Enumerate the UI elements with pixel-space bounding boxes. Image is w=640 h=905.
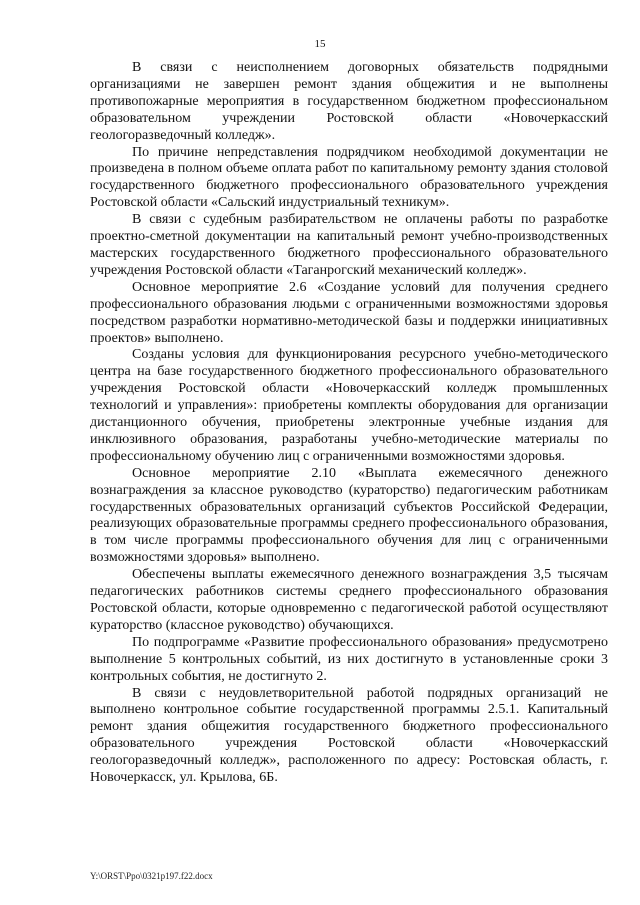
- paragraph-measure-2-10: Основное мероприятие 2.10 «Выплата ежемесячного денежного вознаграждения за классное руководство (кураторство) педагогическим работникам государственных образовательных организаций субъектов Российской Федерации, реализующих образовательные программы среднего профессионального образования, в том числе программы профессионального обучения для лиц с ограниченными возможностями здоровья» выполнено.: [90, 465, 608, 566]
- paragraph-unfulfilled-event: В связи с неудовлетворительной работой подрядных организаций не выполнено контрольное событие государственной программы 2.5.1. Капитальный ремонт здания общежития государственного бюджетного профессионального образовательного учреждения Ростовской области «Новочеркасский геологоразведочный колледж», расположенного по адресу: Ростовская область, г. Новочеркасск, ул. Крылова, 6Б.: [90, 685, 608, 786]
- paragraph-control-events: По подпрограмме «Развитие профессионального образования» предусмотрено выполнение 5 контрольных событий, из них достигнуто в установленные сроки 3 контрольных события, не достигнуто 2.: [90, 634, 608, 684]
- paragraph-payments: Обеспечены выплаты ежемесячного денежного вознаграждения 3,5 тысячам педагогических работников системы среднего профессионального образования Ростовской области, которые одновременно с педагогической работой осуществляют кураторство (классное руководство) обучающихся.: [90, 567, 608, 633]
- page-number: 15: [314, 38, 326, 50]
- paragraph-court-proceedings: В связи с судебным разбирательством не оплачены работы по разработке проектно-сметной документации на капитальный ремонт учебно-производственных мастерских государственного бюджетного профессионального образовательного учреждения Ростовской области «Таганрогский механический колледж».: [90, 212, 608, 278]
- paragraph-contractor-dormitory: В связи с неисполнением договорных обязательств подрядными организациями не завершен ремонт здания общежития и не выполнены противопожарные мероприятия в государственном бюджетном профессиональном образовательном учреждении Ростовской области «Новочеркасский геологоразведочный колледж».: [90, 60, 608, 143]
- paragraph-canteen-payment: По причине непредставления подрядчиком необходимой документации не произведена в полном объеме оплата работ по капитальному ремонту здания столовой государственного бюджетного профессионального образовательного учреждения Ростовской области «Сальский индустриальный техникум».: [90, 144, 608, 211]
- paragraph-resource-center: Созданы условия для функционирования ресурсного учебно-методического центра на базе государственного бюджетного профессионального образовательного учреждения Ростовской области «Новочеркасский колледж промышленных технологий и управления»: приобретены комплекты оборудования для организации дистанционного обучения, приобретены электронные учебные издания для инклюзивного образования, разработаны учебно-методические материалы по профессиональному обучению лиц с ограниченными возможностями здоровья.: [90, 347, 608, 464]
- document-body: [90, 60, 608, 787]
- footer-file-path: Y:\ORST\Ppo\0321p197.f22.docx: [90, 871, 213, 881]
- paragraph-measure-2-6: Основное мероприятие 2.6 «Создание условий для получения среднего профессионального образования людьми с ограниченными возможностями здоровья посредством разработки нормативно-методической базы и поддержки инициативных проектов» выполнено.: [90, 279, 608, 346]
